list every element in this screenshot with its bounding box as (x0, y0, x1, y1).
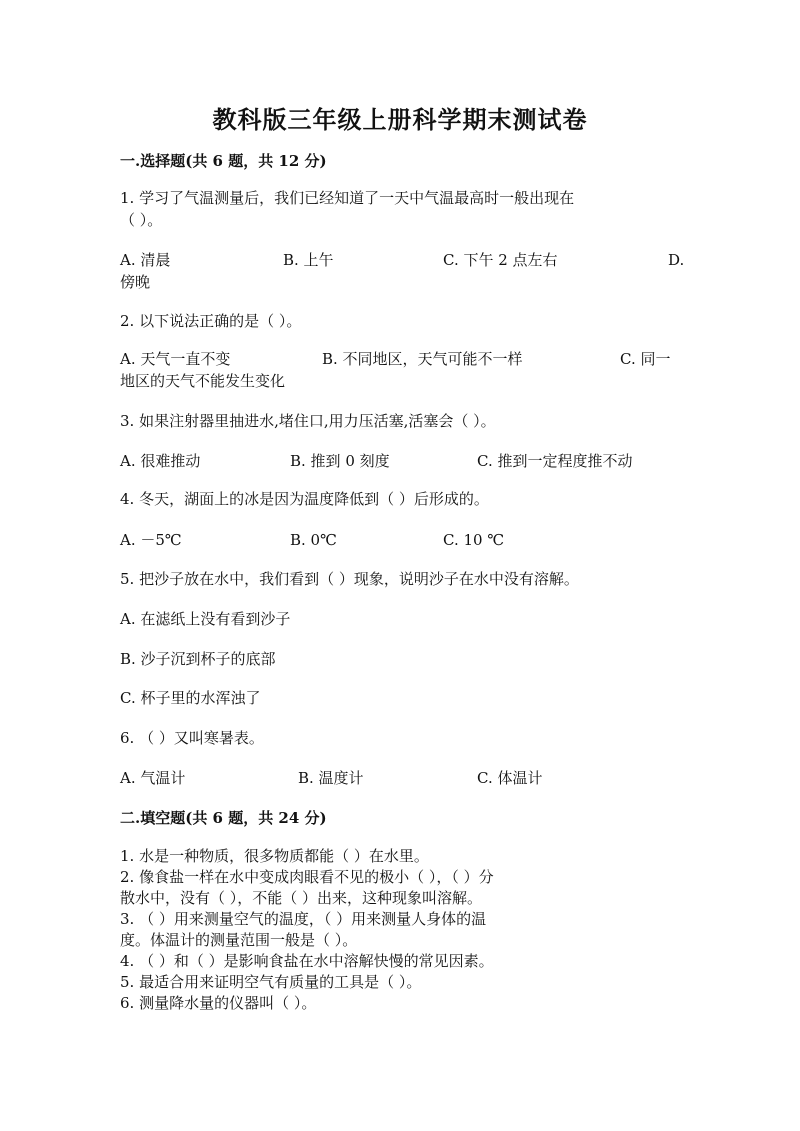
question-1-option-b: B. 上午 (283, 251, 334, 269)
fill-line-2: 2. 像食盐一样在水中变成肉眼看不见的极小（ ），（ ）分 (120, 868, 494, 886)
question-6-text: 6. （ ）又叫寒暑表。 (120, 729, 264, 747)
fill-line-7: 5. 最适合用来证明空气有质量的工具是（ ）。 (120, 973, 422, 991)
question-3-text: 3. 如果注射器里抽进水,堵住口,用力压活塞,活塞会（ ）。 (120, 412, 496, 430)
fill-line-6: 4. （ ）和（ ）是影响食盐在水中溶解快慢的常见因素。 (120, 952, 494, 970)
question-6-option-b: B. 温度计 (298, 769, 364, 787)
fill-line-8: 6. 测量降水量的仪器叫（ ）。 (120, 994, 317, 1012)
fill-line-5: 度。体温计的测量范围一般是（ ）。 (120, 931, 358, 949)
question-2-option-c-cont: 地区的天气不能发生变化 (120, 372, 286, 390)
question-3-option-a: A. 很难推动 (120, 452, 201, 470)
question-4-option-b: B. 0℃ (290, 531, 337, 549)
question-5-option-c: C. 杯子里的水浑浊了 (120, 689, 261, 707)
question-3-option-b: B. 推到 0 刻度 (290, 452, 390, 470)
question-4-text: 4. 冬天，湖面上的冰是因为温度降低到（ ）后形成的。 (120, 490, 489, 508)
question-1-option-c: C. 下午 2 点左右 (443, 251, 558, 269)
question-1-option-d-text: 傍晚 (120, 273, 151, 291)
question-3-option-c: C. 推到一定程度推不动 (477, 452, 633, 470)
question-2-text: 2. 以下说法正确的是（ ）。 (120, 312, 302, 330)
question-1-text: 1. 学习了气温测量后，我们已经知道了一天中气温最高时一般出现在 (120, 189, 575, 207)
question-2-option-c: C. 同一 (620, 350, 671, 368)
section-heading-choice: 一.选择题(共 6 题，共 12 分) (120, 152, 327, 170)
fill-line-1: 1. 水是一种物质，很多物质都能（ ）在水里。 (120, 847, 429, 865)
question-4-option-a: A. －5℃ (120, 531, 182, 549)
question-5-option-a: A. 在滤纸上没有看到沙子 (120, 610, 291, 628)
question-6-option-c: C. 体温计 (477, 769, 543, 787)
fill-line-3: 散水中，没有（ ），不能（ ）出来，这种现象叫溶解。 (120, 889, 483, 907)
question-2-option-b: B. 不同地区，天气可能不一样 (322, 350, 523, 368)
section-heading-fill: 二.填空题(共 6 题，共 24 分) (120, 809, 327, 827)
question-1-option-d: D. (668, 251, 685, 269)
fill-line-4: 3. （ ）用来测量空气的温度，（ ）用来测量人身体的温 (120, 910, 487, 928)
page-title: 教科版三年级上册科学期末测试卷 (212, 105, 588, 134)
question-2-option-a: A. 天气一直不变 (120, 350, 231, 368)
question-4-option-c: C. 10 ℃ (443, 531, 505, 549)
question-6-option-a: A. 气温计 (120, 769, 186, 787)
question-5-text: 5. 把沙子放在水中，我们看到（ ）现象，说明沙子在水中没有溶解。 (120, 570, 579, 588)
question-1-option-a: A. 清晨 (120, 251, 171, 269)
question-1-text-cont: （ ）。 (120, 211, 163, 229)
question-5-option-b: B. 沙子沉到杯子的底部 (120, 650, 276, 668)
